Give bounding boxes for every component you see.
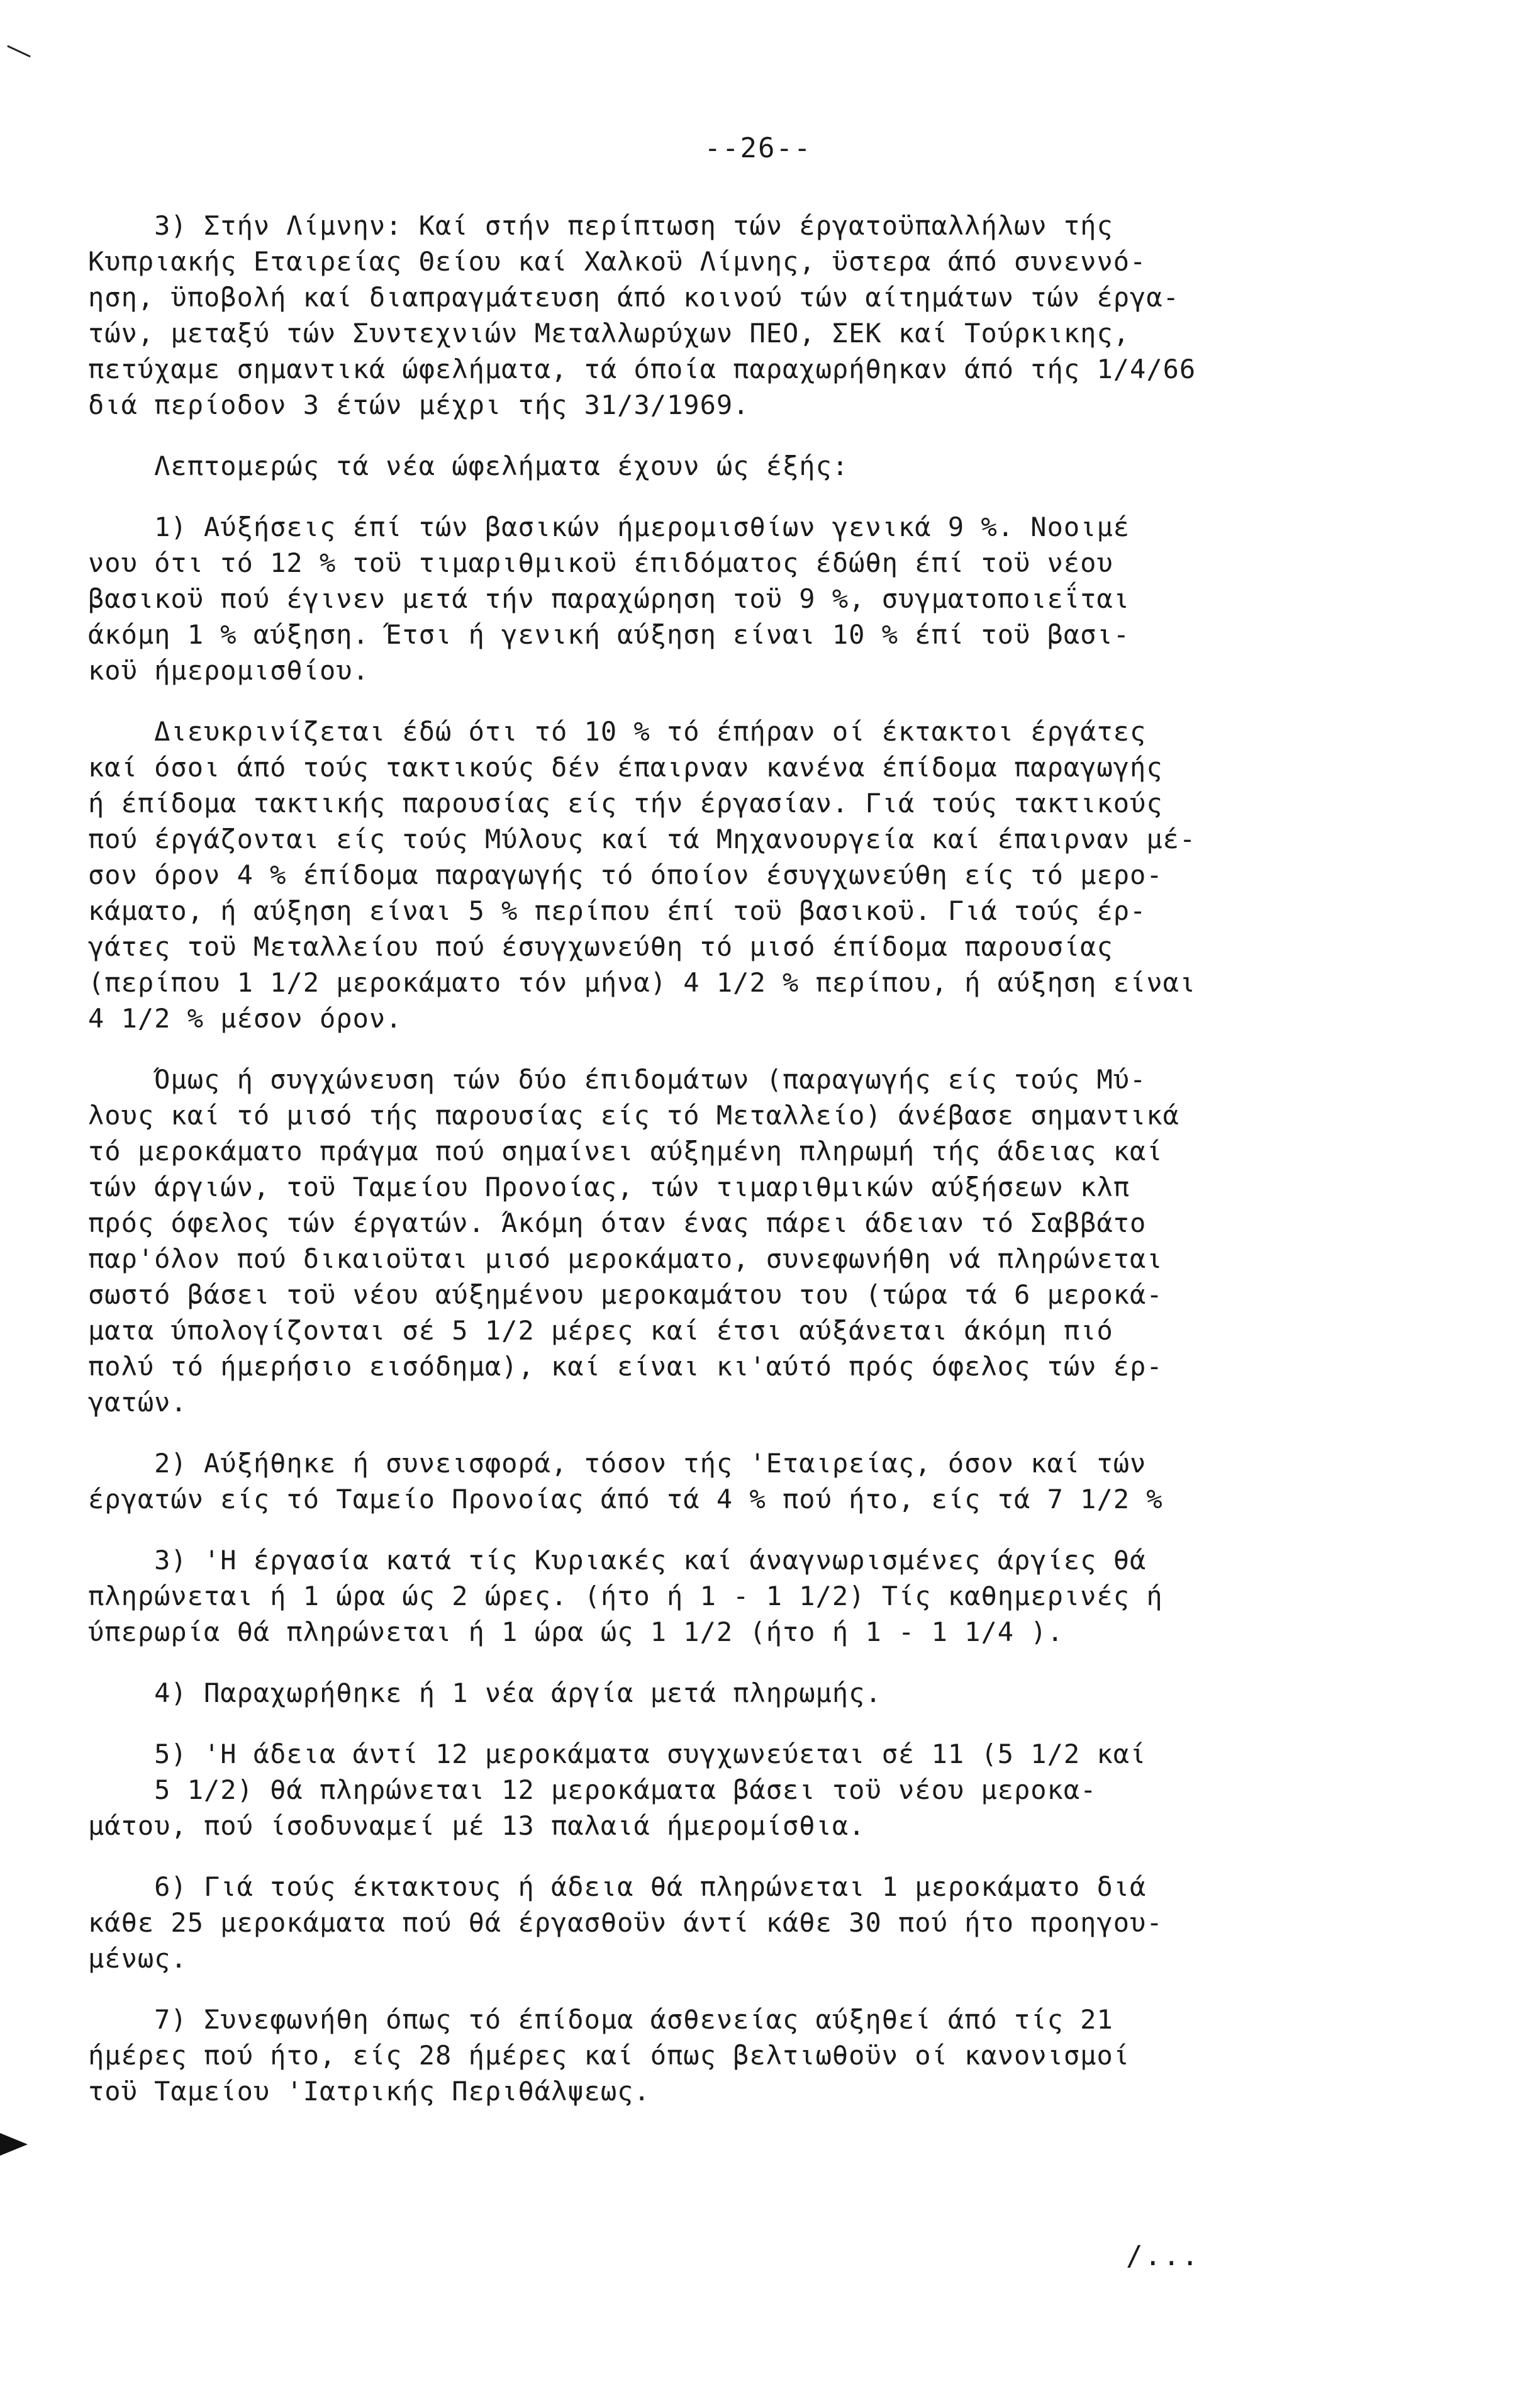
text-line: κάθε 25 μεροκάματα πού θά έργασθοϋν άντί κάθε 30 πού ήτο προηγου- <box>88 1907 1163 1938</box>
text-line: 5 1/2) θά πληρώνεται 12 μεροκάματα βάσει τοϋ νέου μεροκα- <box>88 1774 1097 1805</box>
text-line: σον όρον 4 % έπίδομα παραγωγής τό όποίον έσυγχωνεύθη είς τό μερο- <box>88 860 1163 890</box>
text-line: μένως. <box>88 1943 187 1974</box>
text-line: σωστό βάσει τοϋ νέου αύξημένου μεροκαμάτου του (τώρα τά 6 μεροκά- <box>88 1279 1163 1310</box>
text-line: γατών. <box>88 1387 187 1418</box>
text-line: παρ'όλον πού δικαιοϋται μισό μεροκάματο, συνεφωνήθη νά πληρώνεται <box>88 1243 1163 1274</box>
arrow-marker-icon <box>0 2133 28 2156</box>
scan-mark <box>7 45 31 58</box>
text-line: Διευκρινίζεται έδώ ότι τό 10 % τό έπήραν οί έκτακτοι έργάτες <box>88 716 1147 747</box>
paragraph-gap <box>88 423 1346 448</box>
page-number: --26-- <box>704 132 812 164</box>
text-line: ήμέρες πού ήτο, είς 28 ήμέρες καί όπως βελτιωθοϋν οί κανονισμοί <box>88 2040 1130 2071</box>
text-line: γάτες τοϋ Μεταλλείου πού έσυγχωνεύθη τό μισό έπίδομα παρουσίας <box>88 931 1113 962</box>
text-line: πολύ τό ήμερήσιο εισόδημα), καί είναι κι'αύτό πρός όφελος τών έρ- <box>88 1351 1163 1382</box>
paragraph-gap <box>88 688 1346 714</box>
text-line: μάτου, πού ίσοδυναμεί μέ 13 παλαιά ήμερομίσθια. <box>88 1810 866 1841</box>
text-line: 1) Αύξήσεις έπί τών βασικών ήμερομισθίων γενικά 9 %. Νοοιμέ <box>88 512 1130 542</box>
text-line: ή έπίδομα τακτικής παρουσίας είς τήν έργασίαν. Γιά τούς τακτικούς <box>88 788 1163 819</box>
text-line: πληρώνεται ή 1 ώρα ώς 2 ώρες. (ήτο ή 1 - 1 1/2) Τίς καθημερινές ή <box>88 1581 1163 1611</box>
text-line: κάματο, ή αύξηση είναι 5 % περίπου έπί τοϋ βασικοϋ. Γιά τούς έρ- <box>88 895 1147 926</box>
text-line: έργατών είς τό Ταμείο Προνοίας άπό τά 4 % πού ήτο, είς τά 7 1/2 % <box>88 1484 1163 1515</box>
text-line: Λεπτομερώς τά νέα ώφελήματα έχουν ώς έξής: <box>88 451 849 481</box>
paragraph-gap <box>88 1650 1346 1675</box>
continuation-mark: /... <box>1126 2240 1200 2272</box>
paragraph-gap <box>88 1517 1346 1542</box>
text-line: 4) Παραχωρήθηκε ή 1 νέα άργία μετά πληρωμής. <box>88 1677 882 1708</box>
text-line: ύπερωρία θά πληρώνεται ή 1 ώρα ώς 1 1/2 (ήτο ή 1 - 1 1/4 ). <box>88 1616 1064 1647</box>
text-line: (περίπου 1 1/2 μεροκάματο τόν μήνα) 4 1/2 % περίπου, ή αύξηση είναι <box>88 967 1196 998</box>
text-line: 2) Αύξήθηκε ή συνεισφορά, τόσον τής 'Εταιρείας, όσον καί τών <box>88 1448 1147 1479</box>
text-line: 6) Γιά τούς έκτακτους ή άδεια θά πληρώνεται 1 μεροκάματο διά <box>88 1871 1147 1902</box>
text-line: τών άργιών, τοϋ Ταμείου Προνοίας, τών τιμαριθμικών αύξήσεων κλπ <box>88 1172 1130 1202</box>
text-line: ηση, ϋποβολή καί διαπραγμάτευση άπό κοινού τών αίτημάτων τών έργα- <box>88 282 1179 313</box>
text-line: καί όσοι άπό τούς τακτικούς δέν έπαιρναν κανένα έπίδομα παραγωγής <box>88 752 1163 783</box>
text-line: 3) Στήν Λίμνην: Καί στήν περίπτωση τών έργατοϋπαλλήλων τής <box>88 210 1113 241</box>
text-line: 5) 'Η άδεια άντί 12 μεροκάματα συγχωνεύεται σέ 11 (5 1/2 καί <box>88 1739 1147 1769</box>
text-line: βασικοϋ πού έγινεν μετά τήν παραχώρηση τοϋ 9 %, συγματοποιεΐται <box>88 583 1130 614</box>
text-line: κοϋ ήμερομισθίου. <box>88 655 369 686</box>
text-line: λους καί τό μισό τής παρουσίας είς τό Μεταλλείο) άνέβασε σημαντικά <box>88 1100 1179 1131</box>
text-line: διά περίοδον 3 έτών μέχρι τής 31/3/1969. <box>88 389 750 420</box>
text-line: ματα ύπολογίζονται σέ 5 1/2 μέρες καί έτσι αύξάνεται άκόμη πιό <box>88 1315 1113 1346</box>
document-body <box>88 208 1346 2109</box>
text-line: πού έργάζονται είς τούς Μύλους καί τά Μηχανουργεία καί έπαιρναν μέ- <box>88 824 1196 854</box>
text-line: Όμως ή συγχώνευση τών δύο έπιδομάτων (παραγωγής είς τούς Μύ- <box>88 1064 1147 1095</box>
paragraph-gap <box>88 1844 1346 1869</box>
text-line: άκόμη 1 % αύξηση. Έτσι ή γενική αύξηση είναι 10 % έπί τοϋ βασι- <box>88 619 1130 650</box>
paragraph-gap <box>88 484 1346 509</box>
text-line: Κυπριακής Εταιρείας Θείου καί Χαλκοϋ Λίμνης, ϋστερα άπό συνεννό- <box>88 246 1147 277</box>
text-line: πρός όφελος τών έργατών. Άκόμη όταν ένας πάρει άδειαν τό Σαββάτο <box>88 1207 1147 1238</box>
text-line: τό μεροκάματο πράγμα πού σημαίνει αύξημένη πληρωμή τής άδειας καί <box>88 1136 1163 1167</box>
text-line: πετύχαμε σημαντικά ώφελήματα, τά όποία παραχωρήθηκαν άπό τής 1/4/66 <box>88 354 1196 384</box>
text-line: 4 1/2 % μέσον όρον. <box>88 1003 403 1034</box>
paragraph-gap <box>88 1976 1346 2002</box>
text-line: τών, μεταξύ τών Συντεχνιών Μεταλλωρύχων ΠΕΟ, ΣΕΚ καί Τούρκικης, <box>88 318 1130 349</box>
paragraph-gap <box>88 1711 1346 1736</box>
paragraph-gap <box>88 1036 1346 1061</box>
text-line: 7) Συνεφωνήθη όπως τό έπίδομα άσθενείας αύξηθεί άπό τίς 21 <box>88 2004 1113 2035</box>
text-line: 3) 'Η έργασία κατά τίς Κυριακές καί άναγνωρισμένες άργίες θά <box>88 1545 1147 1576</box>
paragraph-gap <box>88 1420 1346 1445</box>
text-line: νου ότι τό 12 % τοϋ τιμαριθμικοϋ έπιδόματος έδώθη έπί τοϋ νέου <box>88 547 1113 578</box>
text-line: τοϋ Ταμείου 'Ιατρικής Περιθάλψεως. <box>88 2076 650 2107</box>
